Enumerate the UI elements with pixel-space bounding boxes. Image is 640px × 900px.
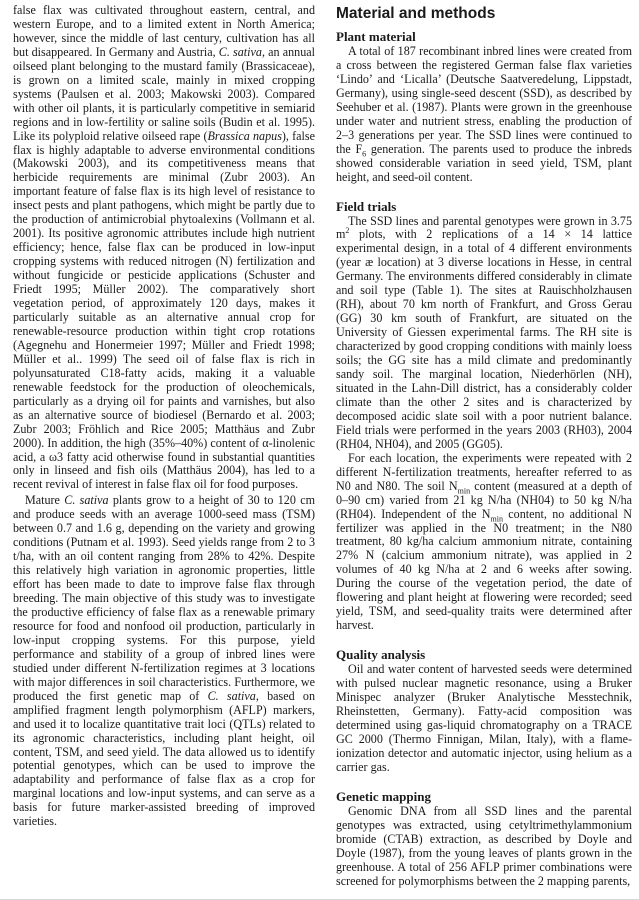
intro-paragraph-continued: false flax was cultivated throughout eastern, central, and western Europe, and to a limited extent in North America; however, since the middle of last century, cultivation has all but disappeared. In Germany and Austria, C. sativa, an annual oilseed plant belonging to the mustard family (Brassicaceae), is grown on a limited scale, mainly in mixed cropping systems (Paulsen et al. 2003; Makowski 2003). Compared with other oil plants, it is particularly competitive in semiarid regions and in low-fertility or saline soils (Budin et al. 1995). Like its polyploid relative oilseed rape (Brassica napus), false flax is highly adaptable to adverse environmental conditions (Makowski 2003), and its competitiveness means that herbicide requirements are minimal (Zubr 2003). An important feature of false flax is its high level of resistance to insect pests and plant pathogens, which might be partly due to the production of antimicrobial phytoalexins (Vollmann et al. 2001). Its positive agronomic attributes include high nutrient efficiency; hence, false flax can be produced in low-input cropping systems with reduced nitrogen (N) fertilization and without fungicide or pesticide applications (Schuster and Friedt 1995; Müller 2002). The comparatively short vegetation period, of approximately 120 days, makes it particularly suitable as an alternative annual crop for renewable-resource production within tight crop rotations (Agegnehu and Honermeier 1997; Müller and Friedt 1998; Müller et al.. 1999) The seed oil of false flax is rich in polyunsaturated C18-fatty acids, making it a valuable renewable feedstock for the production of oleochemicals, particularly as a drying oil for paints and varnishes, but also as an alternative source of biodiesel (Bernardo et al. 2003; Zubr 2003; Fröhlich and Rice 2005; Matthäus and Zubr 2000). In addition, the high (35%–40%) content of α-linolenic acid, a ω3 fatty acid otherwise found in substantial quantities only in linseed and fish oils (Matthäus 2004), has led to a recent revival of interest in false flax oil for food purposes. — [13, 3, 315, 492]
subsection-heading-genetic-mapping: Genetic mapping — [336, 788, 431, 804]
intro-paragraph-objectives: Mature C. sativa plants grow to a height of 30 to 120 cm and produce seeds with an average 1000-seed mass (TSM) between 0.7 and 1.6 g, depending on the variety and growing conditions (Putnam et al. 1993). Seed yields range from 2 to 3 t/ha, with an oil content ranging from 28% to 42%. Despite this relatively high variation in agronomic properties, little effort has been made to date to improve false flax through breeding. The main objective of this study was to investigate the productive efficiency of false flax as a renewable primary resource for food and nonfood oil production, particularly in low-input cropping systems. For this purpose, yield performance and stability of a group of inbred lines were studied under different N-fertilization regimes at 3 locations with major differences in soil characteristics. Furthermore, we produced the first genetic map of C. sativa, based on amplified fragment length polymorphism (AFLP) markers, and used it to localize quantitative trait loci (QTLs) related to its agronomic characteristics, including plant height, oil content, TSM, and seed yield. The data allowed us to identify potential genotypes, which can be used to improve the adaptability and performance of false flax as a crop for marginal locations and low-input systems, and can serve as a basis for future marker-assisted breeding of improved varieties. — [13, 493, 315, 829]
right-column — [336, 4, 632, 888]
subsection-heading-quality-analysis: Quality analysis — [336, 647, 426, 663]
field-trials-paragraph-1: The SSD lines and parental genotypes were grown in 3.75 $m^2$ plots, with 2 replications of a 14 × 14 lattice experimental design, in a total of 4 different environments (year æ location) at 3 diverse locations in Hesse, in central Germany. The environments differed considerably in climate and soil type (Table 1). The sites at Rauischholzhausen (RH), about 70 km north of Frankfurt, and Gross Gerau (GG) 30 km south of Frankfurt, are situated on the University of Giessen experimental farms. The RH site is characterized by good cropping conditions with mainly loess soils; the GG site has a mild climate and predominantly sandy soil. The marginal location, Niederhörlen (NH), situated in the Lahn-Dill district, has a considerably colder climate than the other 2 sites and is characterized by decomposed acidic slate soil with a poor nutrient balance. Field trials were performed in the years 2003 (RH03), 2004 (RH04, NH04), and 2005 (GG05). — [336, 213, 632, 451]
plant-material-paragraph: A total of 187 recombinant inbred lines were created from a cross between the registered German false flax varieties ‘Lindo’ and ‘Licalla’ (Deutsche Saatveredelung, Lippstadt, Germany), using single-seed descent (SSD), as described by Seehuber et al. (1987). Plants were grown in the greenhouse under water and nutrient stress, enabling the production of 2–3 generations per year. The SSD lines were continued to the $F_6$ generation. The parents used to produce the inbreds showed considerable variation in seed yield, TSM, plant height, and seed-oil content. — [336, 44, 632, 184]
subsection-heading-field-trials: Field trials — [336, 198, 397, 214]
section-title-material-methods: Material and methods — [336, 5, 496, 22]
genetic-mapping-paragraph: Genomic DNA from all SSD lines and the parental genotypes was extracted, using cetyltrimethylammonium bromide (CTAB) extraction, as described by Doyle and Doyle (1987), from the young leaves of plants grown in the greenhouse. A total of 256 AFLP primer combinations were screened for polymorphisms between the 2 mapping parents, — [336, 803, 632, 888]
quality-analysis-paragraph: Oil and water content of harvested seeds were determined with pulsed nuclear magnetic resonance, using a Bruker Minispec analyzer (Bruker Analytische Messtechnik, Rheinstetten, Germany). Fatty-acid composition was determined using gas-liquid chromatography on a TRACE GC 2000 (Thermo Finnigan, Milan, Italy), with a flame-ionization detector and automatic injector, using helium as a carrier gas. — [336, 662, 632, 774]
field-trials-paragraph-2: For each location, the experiments were repeated with 2 different N-fertilization treatments, hereafter referred to as N0 and N80. The soil $N_{min}$ content (measured at a depth of 0–90 cm) varied from 21 kg N/ha (NH04) to 50 kg N/ha (RH04). Independent of the $N_{min}$ content, no additional N fertilizer was applied in the N0 treatment; in the N80 treatment, 80 kg/ha calcium ammonium nitrate, containing 27% N (calcium ammonium nitrate), was applied in 2 volumes of 40 kg N/ha at 2 and 6 weeks after sowing. During the course of the vegetation period, the date of flowering and plant height at flowering were recorded; seed yield, TSM, and seed-quality traits were determined after harvest. — [336, 450, 632, 633]
left-column — [13, 4, 315, 829]
subsection-heading-plant-material: Plant material — [336, 29, 416, 44]
